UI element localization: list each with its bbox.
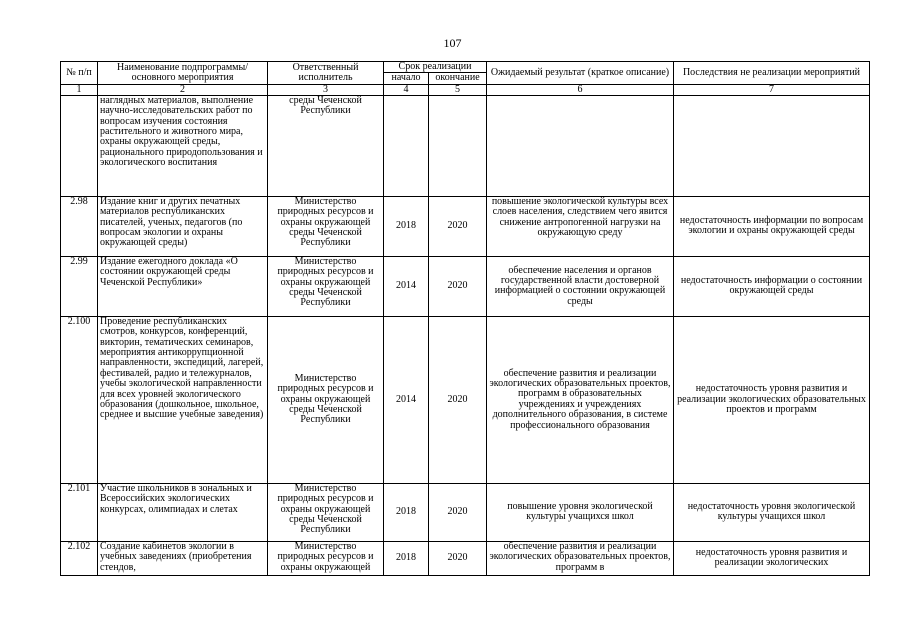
column-number: 4 — [384, 84, 429, 95]
end-year: 2020 — [429, 541, 487, 575]
header-name: Наименование подпрограммы/ основного мероприятия — [98, 62, 268, 85]
column-number: 2 — [98, 84, 268, 95]
executor: Министерство природных ресурсов и охраны окружающей среды Чеченской Республики — [268, 483, 384, 541]
expected-result: обеспечение развития и реализации экологических образовательных проектов, программ в — [487, 541, 674, 575]
table-row — [61, 95, 870, 196]
header-end: окончание — [429, 73, 487, 84]
column-number: 7 — [674, 84, 870, 95]
row-number: 2.102 — [61, 541, 98, 575]
expected-result: повышение уровня экологической культуры учащихся школ — [487, 483, 674, 541]
executor: Министерство природных ресурсов и охраны окружающей среды Чеченской Республики — [268, 316, 384, 483]
measure-name: Создание кабинетов экологии в учебных заведениях (приобретения стендов, — [98, 541, 268, 575]
table-row — [61, 196, 870, 256]
column-number: 3 — [268, 84, 384, 95]
row-number: 2.101 — [61, 483, 98, 541]
start-year: 2014 — [384, 256, 429, 316]
table-row — [61, 316, 870, 483]
header-start: начало — [384, 73, 429, 84]
header-result: Ожидаемый результат (краткое описание) — [487, 62, 674, 85]
end-year: 2020 — [429, 256, 487, 316]
row-number — [61, 95, 98, 196]
measure-name: Издание ежегодного доклада «О состоянии окружающей среды Чеченской Республики» — [98, 256, 268, 316]
row-number: 2.99 — [61, 256, 98, 316]
consequences — [674, 95, 870, 196]
end-year: 2020 — [429, 483, 487, 541]
end-year — [429, 95, 487, 196]
executor: Министерство природных ресурсов и охраны окружающей среды Чеченской Республики — [268, 196, 384, 256]
executor: среды Чеченской Республики — [268, 95, 384, 196]
measure-name: Участие школьников в зональных и Всероссийских экологических конкурсах, олимпиадах и слетах — [98, 483, 268, 541]
column-number: 5 — [429, 84, 487, 95]
start-year — [384, 95, 429, 196]
column-numbers-row — [61, 84, 870, 95]
header-row — [61, 62, 870, 73]
table-row — [61, 256, 870, 316]
consequences: недостаточность уровня экологической культуры учащихся школ — [674, 483, 870, 541]
measure-name: наглядных материалов, выполнение научно-исследовательских работ по вопросам изучения состояния растительного и животного мира, охраны окружающей среды, рационального природопользования и экологического воспитания — [98, 95, 268, 196]
header-period: Срок реализации — [384, 62, 487, 73]
table-row — [61, 483, 870, 541]
measures-table — [60, 61, 870, 576]
start-year: 2014 — [384, 316, 429, 483]
start-year: 2018 — [384, 483, 429, 541]
header-consequences: Последствия не реализации мероприятий — [674, 62, 870, 85]
executor: Министерство природных ресурсов и охраны окружающей — [268, 541, 384, 575]
row-number: 2.98 — [61, 196, 98, 256]
table-row — [61, 541, 870, 575]
end-year: 2020 — [429, 316, 487, 483]
measure-name: Проведение республиканских смотров, конкурсов, конференций, викторин, тематических семинаров, мероприятия антикоррупционной направленности, экспедиций, лагерей, фестивалей, радио и тележурналов, учебы экологической направленности для всех уровней экологического образования (дошкольное, школьное, среднее и высшие учебные заведения) — [98, 316, 268, 483]
measure-name: Издание книг и других печатных материалов республиканских писателей, ученых, педагогов (по вопросам экологии и охраны окружающей среды) — [98, 196, 268, 256]
page-number: 107 — [443, 36, 462, 50]
row-number: 2.100 — [61, 316, 98, 483]
consequences: недостаточность информации по вопросам экологии и охраны окружающей среды — [674, 196, 870, 256]
end-year: 2020 — [429, 196, 487, 256]
start-year: 2018 — [384, 196, 429, 256]
start-year: 2018 — [384, 541, 429, 575]
column-number: 1 — [61, 84, 98, 95]
header-executor: Ответственный исполнитель — [268, 62, 384, 85]
consequences: недостаточность уровня развития и реализации экологических образовательных проектов и программ — [674, 316, 870, 483]
expected-result: обеспечение населения и органов государственной власти достоверной информацией о состоянии окружающей среды — [487, 256, 674, 316]
expected-result: повышение экологической культуры всех слоев населения, следствием чего явится снижение антропогенной нагрузки на окружающую среду — [487, 196, 674, 256]
consequences: недостаточность информации о состоянии окружающей среды — [674, 256, 870, 316]
consequences: недостаточность уровня развития и реализации экологических — [674, 541, 870, 575]
executor: Министерство природных ресурсов и охраны окружающей среды Чеченской Республики — [268, 256, 384, 316]
expected-result — [487, 95, 674, 196]
header-num: № п/п — [61, 62, 98, 85]
expected-result: обеспечение развития и реализации экологических образовательных проектов, программ в образовательных учреждениях и учреждениях дополнительного образования, в системе профессионального образования — [487, 316, 674, 483]
column-number: 6 — [487, 84, 674, 95]
